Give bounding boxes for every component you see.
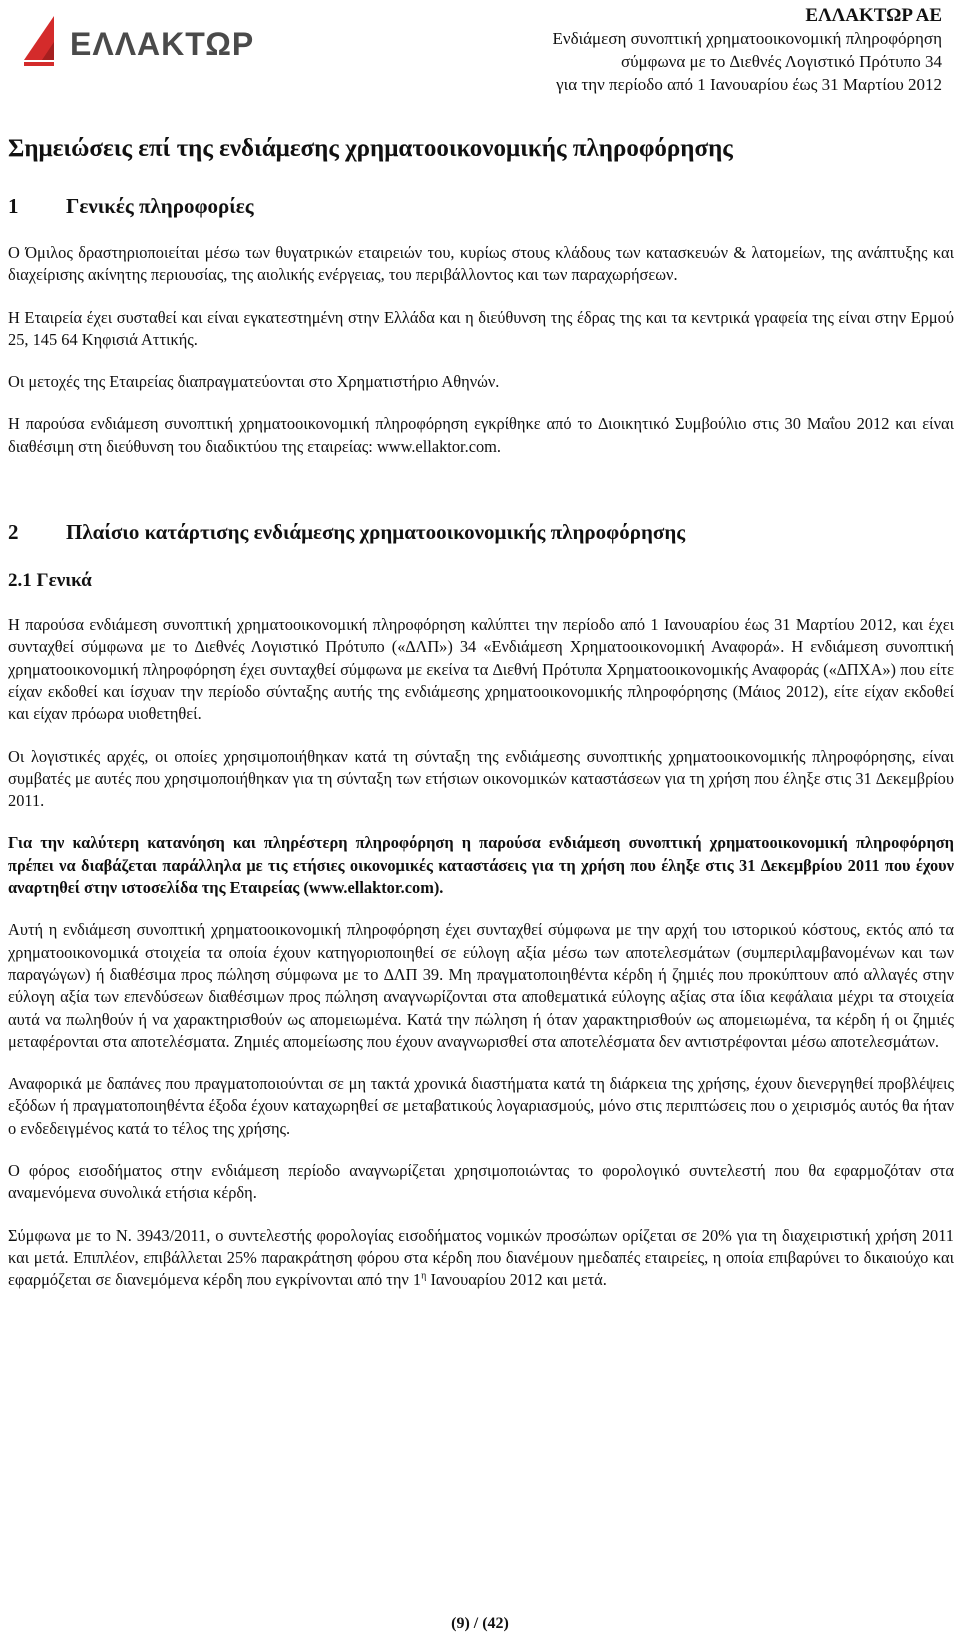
section-2-title: Πλαίσιο κατάρτισης ενδιάμεσης χρηματοοικονομικής πληροφόρησης bbox=[66, 520, 686, 545]
tax-text-before: Σύμφωνα με το Ν. 3943/2011, ο συντελεστής φορολογίας εισοδήματος νομικών προσώπων ορίζεται σε 20% για τη διαχειριστική χρήση 2011 και μετά. Επιπλέον, επιβάλλεται 25% παρακράτηση φόρου στα κέρδη που διανέμουν ημεδαπές εταιρείες, η οποία επιβαρύνει το δικαιούχο και εφαρμόζεται σε διανεμόμενα κέρδη που εγκρίνονται από την 1 bbox=[8, 1225, 954, 1290]
company-name: ΕΛΛΑΚΤΩΡ ΑΕ bbox=[805, 5, 942, 26]
section-1-number: 1 bbox=[8, 194, 19, 218]
report-period: για την περίοδο από 1 Ιανουαρίου έως 31 Μαρτίου 2012 bbox=[556, 75, 942, 94]
company-logo bbox=[20, 12, 285, 82]
section-2-paragraph: Οι λογιστικές αρχές, οι οποίες χρησιμοποιήθηκαν κατά τη σύνταξη της ενδιάμεσης συνοπτικής χρηματοοικονομικής πληροφόρησης, είναι συμβατές με αυτές που χρησιμοποιήθηκαν για τη σύνταξη των ετήσιων οικονομικών καταστάσεων για τη χρήση που έληξε στις 31 ∆εκεμβρίου 2011. bbox=[8, 746, 954, 811]
section-2-number: 2 bbox=[8, 520, 19, 545]
section-1-heading bbox=[8, 192, 954, 220]
tax-text-after: Ιανουαρίου 2012 και μετά. bbox=[426, 1270, 607, 1290]
section-spacer bbox=[8, 478, 954, 518]
section-2-paragraph: Αναφορικά με δαπάνες που πραγματοποιούνται σε μη τακτά χρονικά διαστήματα κατά τη διάρκεια της χρήσης, έχουν διενεργηθεί προβλέψεις εξόδων ή πραγματοποιηθέντα έξοδα έχουν καταχωρηθεί σε μεταβατικούς λογαριασμούς, μόνο στις περιπτώσεις που ο χειρισμός αυτός θα ήταν ο ενδεδειγμένος κατά το τέλος της χρήσης. bbox=[8, 1074, 954, 1138]
section-1-paragraph: Οι μετοχές της Εταιρείας διαπραγματεύονται στο Χρηματιστήριο Αθηνών. bbox=[8, 372, 500, 392]
page-number: (9) / (42) bbox=[451, 1615, 509, 1632]
section-2-heading bbox=[8, 518, 954, 546]
report-header-info bbox=[422, 4, 942, 96]
report-subtitle-line-2: σύμφωνα με το ∆ιεθνές Λογιστικό Πρότυπο 34 bbox=[620, 52, 942, 71]
subsection-2-1-heading: 2.1 Γενικά bbox=[8, 570, 92, 592]
section-2-last-paragraph bbox=[8, 1225, 954, 1292]
page-title: Σημειώσεις επί της ενδιάμεσης χρηματοοικονομικής πληροφόρησης bbox=[8, 135, 733, 162]
section-2-paragraph: Αυτή η ενδιάμεση συνοπτική χρηματοοικονομική πληροφόρηση έχει συνταχθεί σύμφωνα με την αρχή του ιστορικού κόστους, εκτός από τα χρηματοοικονομικά στοιχεία τα οποία έχουν κατηγοριοποιηθεί σε εύλογη αξία μέσω των αποτελεσμάτων (συμπεριλαμβανομένων και των παραγώγων) ή διαθέσιμα προς πώληση σύμφωνα με το ∆ΛΠ 39. Μη πραγματοποιηθέντα κέρδη ή ζημιές που προκύπτουν από αλλαγές στην εύλογη αξία των επενδύσεων διαθέσιμων προς πώληση αναγνωρίζονται στα αποθεματικά εύλογης αξίας στα ίδια κεφάλαια μέχρι τα στοιχεία αυτά να πωληθούν ή να χαρακτηρισθούν ως απομειωμένα. Κατά την πώληση ή όταν χαρακτηρισθούν ως απομειωμένα, τα κέρδη ή οι ζημιές μεταφέρονται στα αποτελέσματα. Ζημιές απομείωσης που έχουν αναγνωρισθεί στα αποτελέσματα δεν αντιστρέφονται μέσω αποτελεσμάτων. bbox=[8, 920, 954, 1051]
section-1-paragraph: Η παρούσα ενδιάμεση συνοπτική χρηματοοικονομική πληροφόρηση εγκρίθηκε από το ∆ιοικητικό Συμβούλιο στις 30 Μαΐου 2012 και είναι διαθέσιμη στη διεύθυνση του διαδικτύου της εταιρείας: www.ellaktor.com. bbox=[8, 414, 954, 456]
section-1-paragraph: Ο Όμιλος δραστηριοποιείται μέσω των θυγατρικών εταιρειών του, κυρίως στους κλάδους των κατασκευών & λατομείων, της ανάπτυξης και διαχείρισης ακίνητης περιουσίας, της αιολικής ενέργειας, του περιβάλλοντος και των παραχωρήσεων. bbox=[8, 243, 954, 285]
logo-wordmark: ΕΛΛΑΚΤΩΡ bbox=[70, 26, 255, 62]
section-1-paragraph: Η Εταιρεία έχει συσταθεί και είναι εγκατεστημένη στην Ελλάδα και η διεύθυνση της έδρας της και τα κεντρικά γραφεία της είναι στην Ερμού 25, 145 64 Κηφισιά Αττικής. bbox=[8, 307, 954, 349]
section-1-title: Γενικές πληροφορίες bbox=[66, 194, 254, 218]
report-subtitle-line-1: Ενδιάμεση συνοπτική χρηματοοικονομική πληροφόρηση bbox=[552, 29, 942, 48]
page-header bbox=[0, 0, 960, 115]
main-content bbox=[8, 132, 954, 1312]
ordinal-superscript: η bbox=[421, 1270, 427, 1282]
section-2-bold-paragraph: Για την καλύτερη κατανόηση και πληρέστερη πληροφόρηση η παρούσα ενδιάμεση συνοπτική χρηματοοικονομική πληροφόρηση πρέπει να διαβάζεται παράλληλα με τις ετήσιες οικονομικές καταστάσεις για τη χρήση που έληξε στις 31 ∆εκεμβρίου 2011 που έχουν αναρτηθεί στην ιστοσελίδα της Εταιρείας (www.ellaktor.com). bbox=[8, 833, 954, 898]
section-2-paragraph: Ο φόρος εισοδήματος στην ενδιάμεση περίοδο αναγνωρίζεται χρησιμοποιώντας το φορολογικό συντελεστή που θα εφαρμοζόταν στα αναμενόμενα συνολικά ετήσια κέρδη. bbox=[8, 1161, 954, 1203]
section-2-paragraph: Η παρούσα ενδιάμεση συνοπτική χρηματοοικονομική πληροφόρηση καλύπτει την περίοδο από 1 Ιανουαρίου έως 31 Μαρτίου 2012, και έχει συνταχθεί σύμφωνα με το ∆ιεθνές Λογιστικό Πρότυπο («∆ΛΠ») 34 «Ενδιάμεση Χρηματοοικονομική Αναφορά». Η ενδιάμεση συνοπτική χρηματοοικονομική πληροφόρηση έχει συνταχθεί σύμφωνα με εκείνα τα ∆ιεθνή Πρότυπα Χρηματοοικονομικής Αναφοράς («∆ΠΧΑ») που είτε είχαν εκδοθεί και ίσχυαν την περίοδο σύνταξης αυτής της ενδιάμεσης χρηματοοικονομικής πληροφόρησης (Μάιος 2012), είτε είχαν εκδοθεί και είχαν πρόωρα υιοθετηθεί. bbox=[8, 615, 954, 724]
